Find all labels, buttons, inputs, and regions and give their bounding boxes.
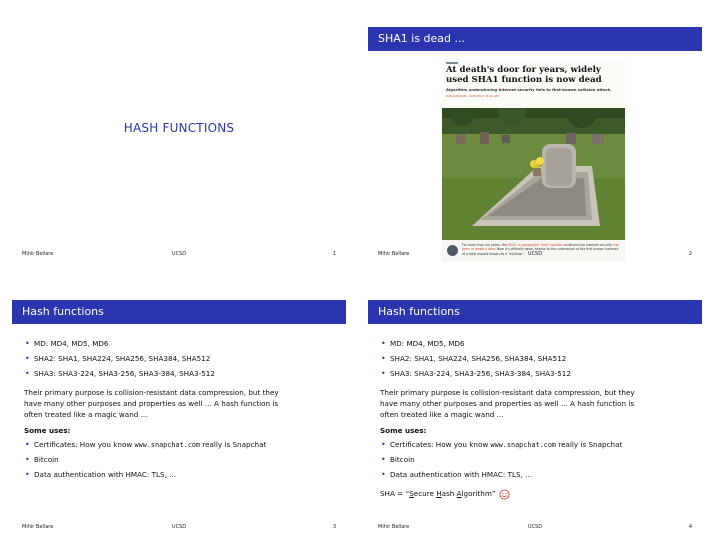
list-item: • Bitcoin [380,454,696,469]
slide-footer [378,249,692,259]
article-byline: DAN GOODIN - 2/23/2017, 8:01 AM [446,94,499,98]
slide-body [380,338,696,500]
article-screenshot [442,60,625,262]
sha-initial: A [456,489,462,498]
caption-pre: For more than six years, the [462,243,509,247]
list-item: • Data authentication with HMAC: TLS, ... [24,469,340,484]
caption-post: . Now it's officially dead, thanks to the submission of the first known instance of a fatal exploit known as a "collision." [462,247,619,256]
hash-family-list [24,338,340,383]
list-item: • SHA2: SHA1, SHA224, SHA256, SHA384, SHA512 [24,353,340,368]
paragraph-line: often treated like a magic wand ... [380,410,504,419]
footer-author: Mihir Bellare [378,524,410,530]
paragraph-line: have many other purposes and properties as well ... A hash function is [380,399,635,408]
sha-text: ecure [413,489,437,498]
uses-heading: Some uses: [24,426,71,435]
list-item: • SHA3: SHA3-224, SHA3-256, SHA3-384, SHA3-512 [380,368,696,383]
slide-footer [378,522,692,532]
slide-1 [12,17,346,265]
sha-initial: S [409,489,414,498]
slide-title-bar: Hash functions [368,300,702,324]
slide-2 [368,17,702,265]
use-text: really is Snapchat [200,440,267,449]
list-item: • MD: MD4, MD5, MD6 [24,338,340,353]
paragraph-line: often treated like a magic wand ... [24,410,148,419]
sha-acronym-line [380,488,696,500]
footer-author: Mihir Bellare [378,251,410,257]
list-item: • SHA2: SHA1, SHA224, SHA256, SHA384, SHA512 [380,353,696,368]
article-headline: At death's door for years, widely used SHA1 function is now dead [446,65,602,85]
caption-mid: underpinning Internet security [562,243,614,247]
uses-list [380,439,696,484]
smiley-icon [499,489,510,500]
use-text: really is Snapchat [556,440,623,449]
footer-author: Mihir Bellare [22,251,54,257]
use-text: Certificates: How you know [34,440,135,449]
article-header [442,60,625,108]
use-text: Certificates: How you know [390,440,491,449]
caption-link: SHA1 cryptographic hash function [508,243,563,247]
hash-family-list [380,338,696,383]
list-item: • Bitcoin [24,454,340,469]
slide-3 [12,290,346,538]
uses-list [24,439,340,484]
footer-institution: UCSD [171,251,187,257]
footer-author: Mihir Bellare [22,524,54,530]
sha-text: ” [491,489,496,498]
footer-institution: UCSD [527,251,543,257]
slide-footer [22,249,336,259]
list-item: • SHA3: SHA3-224, SHA3-256, SHA3-384, SHA3-512 [24,368,340,383]
list-item [24,439,340,454]
uses-heading: Some uses: [380,426,427,435]
footer-institution: UCSD [527,524,543,530]
slide-title: HASH FUNCTIONS [123,121,235,135]
caption-link: has been at death's door [462,243,619,252]
url-text: www.snapchat.com [134,441,201,449]
slide-number: 3 [332,524,336,530]
list-item: • Data authentication with HMAC: TLS, ... [380,469,696,484]
list-item [380,439,696,454]
sha-text: SHA = “ [380,489,410,498]
slide-number: 1 [332,251,336,257]
slide-footer [22,522,336,532]
footer-institution: UCSD [171,524,187,530]
purpose-paragraph [380,387,696,420]
article-section-tag [446,62,458,64]
paragraph-line: have many other purposes and properties as well ... A hash function is [24,399,279,408]
sha-text: lgorithm [461,489,492,498]
graveyard-photo [442,108,625,240]
list-item: • MD: MD4, MD5, MD6 [380,338,696,353]
sha-initial: H [436,489,442,498]
slide-4 [368,290,702,538]
slide-number: 4 [688,524,692,530]
purpose-paragraph [24,387,340,420]
slide-title-bar: Hash functions [12,300,346,324]
sha-text: ash [441,489,457,498]
slide-body [24,338,340,484]
paragraph-line: Their primary purpose is collision-resistant data compression, but they [24,388,279,397]
slide-title-bar: SHA1 is dead ... [368,27,702,51]
article-subhead: Algorithm underpinning Internet security falls to first-known collision attack. [446,87,612,92]
slide-number: 2 [688,251,692,257]
paragraph-line: Their primary purpose is collision-resistant data compression, but they [380,388,635,397]
url-text: www.snapchat.com [490,441,557,449]
